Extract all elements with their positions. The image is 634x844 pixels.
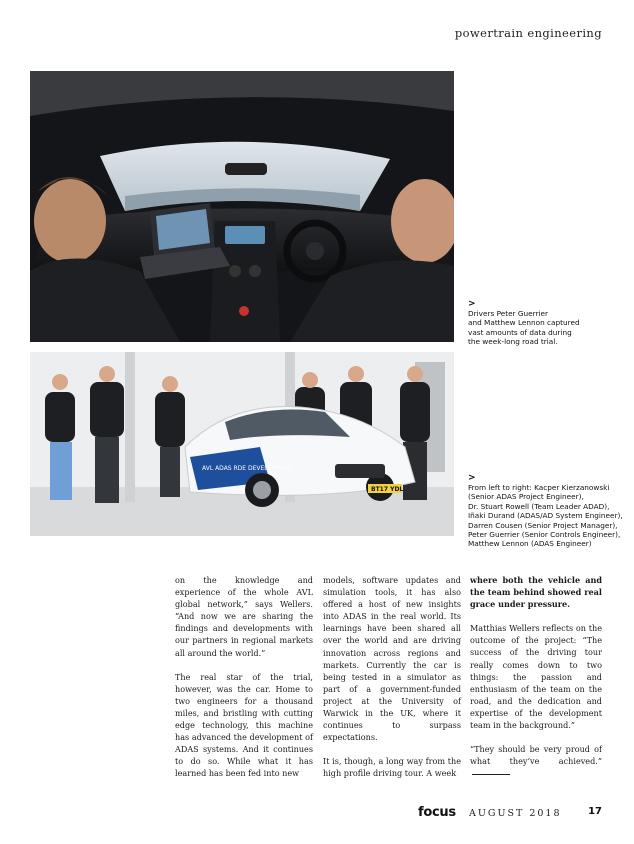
number-plate-text: BT17 YDL <box>371 486 404 493</box>
body-paragraph: It is, though, a long way from the high profile driving tour. A week <box>323 756 461 779</box>
body-paragraph: Matthias Wellers reflects on the outcome of the project: “The success of the driving tour really comes down to two things: the passion and enthusiasm of the team on the road, and the dedication and expertise of the development team in the background.” <box>470 623 602 731</box>
closing-quote: “They should be very proud of what they’ve achieved.” <box>470 744 602 767</box>
car-interior-illustration <box>30 71 454 342</box>
section-label: powertrain engineering <box>454 26 602 40</box>
body-column-2 <box>323 574 461 792</box>
team-with-car-photo <box>30 352 454 536</box>
caption-line: (Senior ADAS Project Engineer), <box>468 492 584 502</box>
caption-line: and Matthew Lennon captured <box>468 318 580 328</box>
body-column-1 <box>175 574 313 792</box>
car-interior-photo <box>30 71 454 342</box>
caption-line: the week-long road trial. <box>468 337 558 347</box>
body-paragraph: on the knowledge and experience of the whole AVL global network,” says Wellers. “And now we are sharing the findings and developments with our partners in regional markets all around the world.” <box>175 575 313 658</box>
caption-line: Drivers Peter Guerrier <box>468 309 549 318</box>
car-livery-text: AVL ADAS RDE DEVELOPMENT <box>202 465 293 472</box>
caption-line: Peter Guerrier (Senior Controls Engineer), <box>468 530 621 540</box>
team-illustration <box>30 352 454 536</box>
caption-line: Dr. Stuart Rowell (Team Leader ADAD), <box>468 501 610 511</box>
body-paragraph: models, software updates and simulation tools, it has also offered a host of new insights into ADAS in the real world. Its learnings have been shared all over the world and are driving innovation across regions and markets. Currently the car is being tested in a simulator as part of a government-funded project at the University of Warwick in the UK, where it continues to surpass expectations. <box>323 575 461 743</box>
caption-arrow-icon: > <box>468 299 476 309</box>
caption-line: vast amounts of data during <box>468 327 572 337</box>
caption-team <box>468 473 623 549</box>
caption-line: Iñaki Durand (ADAS/AD System Engineer), <box>468 511 623 521</box>
issue-date: AUGUST 2018 <box>469 808 562 819</box>
caption-line: Darren Cousen (Senior Project Manager), <box>468 520 618 530</box>
end-rule <box>472 774 510 775</box>
caption-arrow-icon: > <box>468 473 476 483</box>
body-paragraph-bold: where both the vehicle and the team behind showed real grace under pressure. <box>470 575 602 610</box>
page-number: 17 <box>588 806 602 817</box>
body-column-3 <box>470 574 602 791</box>
caption-line: From left to right: Kacper Kierzanowski <box>468 483 610 492</box>
caption-line: Matthew Lennon (ADAS Engineer) <box>468 539 592 549</box>
body-paragraph-final <box>470 743 602 779</box>
body-paragraph: The real star of the trial, however, was the car. Home to two engineers for a thousand miles, and bristling with cutting edge technology, this machine has advanced the development of ADAS systems. And it continues to do so. While what it has learned has been fed into new <box>175 671 313 779</box>
caption-interior <box>468 299 608 347</box>
magazine-logo: focus <box>418 805 456 820</box>
